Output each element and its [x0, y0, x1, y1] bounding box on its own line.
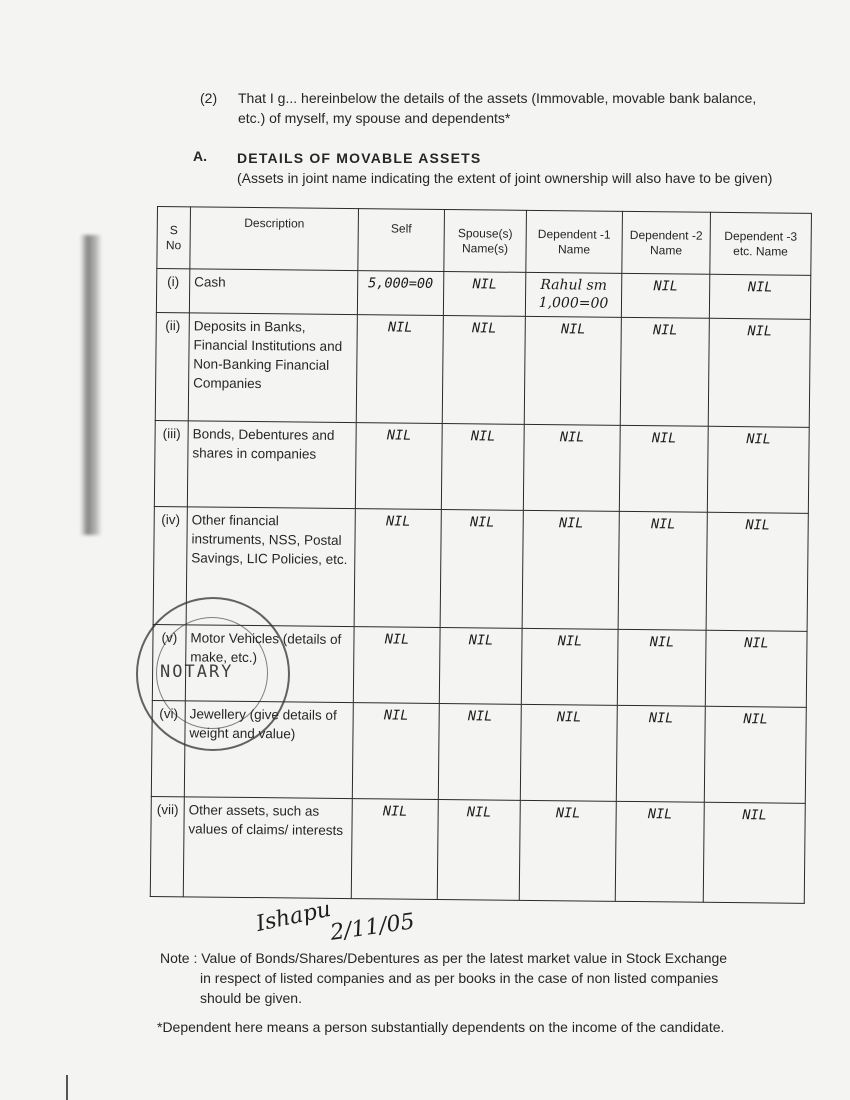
header-dependent-1: Dependent -1 Name — [526, 210, 623, 273]
table-header-row — [157, 207, 812, 276]
note-line-2: in respect of listed companies and as per books in the case of non listed companies — [200, 970, 719, 986]
row-dependent-2-value: NIL — [615, 801, 704, 902]
row-self-value: NIL — [355, 423, 442, 510]
row-dependent-3-value: NIL — [708, 318, 810, 427]
row-spouse-value: NIL — [440, 509, 523, 628]
table-row — [155, 312, 810, 427]
header-spouse: Spouse(s) Name(s) — [444, 210, 527, 273]
table-row — [154, 420, 809, 513]
intro-number: (2) — [200, 90, 218, 106]
row-sno: (ii) — [155, 312, 189, 420]
intro-paragraph — [200, 88, 820, 128]
row-dependent-2-value: NIL — [618, 511, 707, 630]
row-dependent-2-value: NIL — [621, 273, 709, 318]
row-dependent-1-value: NIL — [519, 800, 616, 901]
section-letter: A. — [193, 148, 207, 164]
intro-line-2: etc.) of myself, my spouse and dependents* — [238, 110, 511, 126]
row-dependent-1-value: NIL — [524, 316, 621, 425]
header-self: Self — [358, 209, 445, 272]
row-self-value: NIL — [354, 509, 441, 628]
row-sno: (iv) — [153, 506, 187, 624]
row-spouse-value: NIL — [441, 423, 524, 510]
row-dependent-3-value: NIL — [709, 274, 810, 319]
header-dependent-2: Dependent -2 Name — [622, 211, 711, 274]
row-self-value: NIL — [351, 799, 438, 900]
row-dependent-2-value: NIL — [619, 425, 708, 512]
row-spouse-value: NIL — [437, 799, 520, 900]
note-paragraph — [160, 948, 800, 1008]
row-self-value: NIL — [356, 315, 443, 424]
row-description: Motor Vehicles (details of make, etc.) — [185, 625, 354, 703]
row-sno: (iii) — [154, 420, 188, 506]
row-description: Deposits in Banks, Financial Institutions and Non-Banking Financial Companies — [188, 313, 357, 423]
signature-date: 2/11/05 — [328, 909, 417, 946]
row-description: Bonds, Debentures and shares in companies — [187, 421, 356, 509]
row-spouse-value: NIL — [443, 272, 525, 317]
row-sno: (vii) — [150, 796, 184, 896]
row-dependent-1-value: NIL — [522, 510, 619, 629]
row-description: Cash — [189, 269, 357, 315]
notary-seal-text: NOTARY — [160, 662, 234, 682]
row-dependent-1-value: NIL — [523, 424, 620, 511]
row-self-value: 5,000=00 — [357, 271, 443, 316]
header-sno: S No — [157, 207, 191, 269]
section-subtitle: (Assets in joint name indicating the extent of joint ownership will also have to be given) — [237, 170, 773, 186]
intro-line-1: That I g... hereinbelow the details of the assets (Immovable, movable bank balance, — [238, 90, 757, 106]
row-dependent-3-value: NIL — [704, 706, 806, 803]
row-self-value: NIL — [353, 627, 440, 704]
row-sno: (v) — [152, 624, 186, 700]
row-dependent-3-value: NIL — [707, 426, 809, 513]
row-description: Other financial instruments, NSS, Postal Savings, LIC Policies, etc. — [186, 507, 355, 627]
movable-assets-table — [150, 206, 812, 904]
row-description: Other assets, such as values of claims/ interests — [183, 797, 352, 899]
row-dependent-3-value: NIL — [705, 630, 807, 707]
row-description: Jewellery (give details of weight and value) — [184, 701, 353, 799]
row-sno: (i) — [156, 269, 189, 313]
section-title: DETAILS OF MOVABLE ASSETS — [237, 150, 482, 166]
header-dependent-3: Dependent -3 etc. Name — [710, 212, 812, 275]
dependent-footnote: *Dependent here means a person substantially dependents on the income of the candidate. — [157, 1019, 725, 1035]
note-line-1: Note : Value of Bonds/Shares/Debentures as per the latest market value in Stock Exchange — [160, 950, 728, 966]
dependent-1-amount: 1,000=00 — [538, 295, 609, 312]
header-description: Description — [190, 207, 359, 271]
table-row — [156, 269, 810, 320]
scan-mark — [66, 1075, 68, 1100]
row-dependent-3-value: NIL — [706, 512, 808, 631]
note-line-3: should be given. — [200, 990, 302, 1006]
row-dependent-1-value — [525, 272, 621, 317]
row-dependent-2-value: NIL — [617, 629, 706, 706]
signature: Ishapu — [254, 896, 334, 937]
row-dependent-2-value: NIL — [616, 705, 705, 802]
row-dependent-2-value: NIL — [620, 317, 709, 426]
notary-seal — [136, 597, 290, 751]
row-spouse-value: NIL — [438, 703, 521, 800]
row-dependent-3-value: NIL — [703, 802, 805, 903]
row-spouse-value: NIL — [439, 627, 522, 704]
scan-shadow — [80, 235, 102, 535]
row-spouse-value: NIL — [442, 316, 525, 425]
row-dependent-1-value: NIL — [521, 628, 618, 705]
table-row — [150, 796, 805, 903]
row-self-value: NIL — [352, 703, 439, 800]
row-dependent-1-value: NIL — [520, 704, 617, 801]
row-sno: (vi) — [151, 700, 185, 796]
dependent-1-name: Rahul sm — [540, 277, 608, 294]
